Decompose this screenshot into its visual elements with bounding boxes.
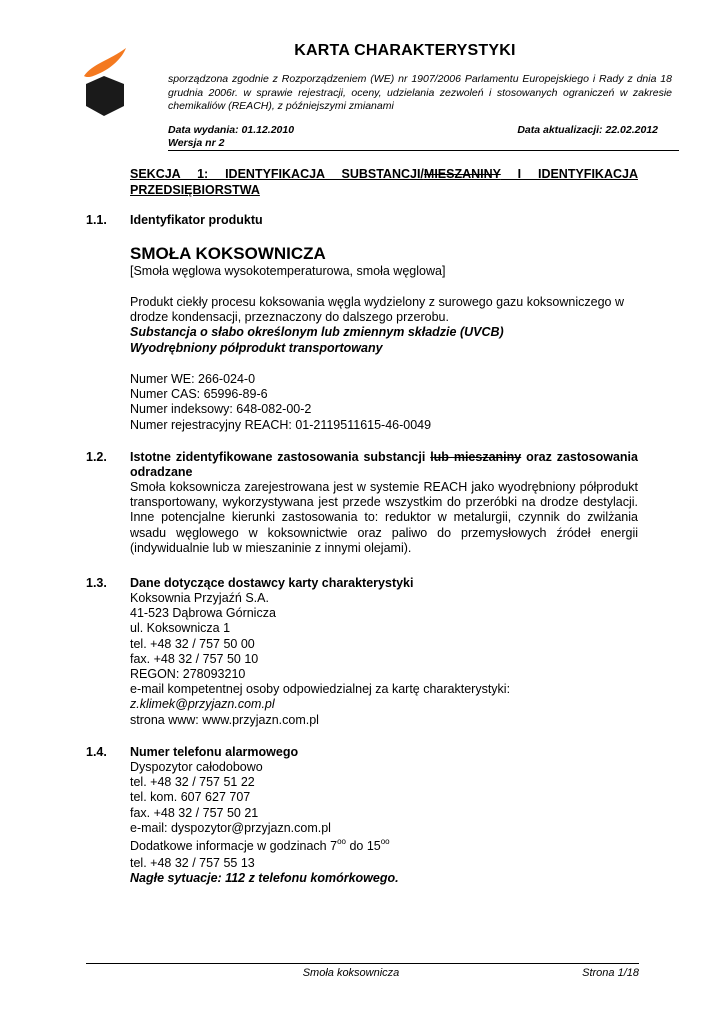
emergency-note: Nagłe sytuacje: 112 z telefonu komórkowego. xyxy=(130,871,399,886)
product-synonyms: [Smoła węglowa wysokotemperaturowa, smoła węglowa] xyxy=(130,264,446,278)
extra-info-hours: Dodatkowe informacje w godzinach $7^{oo}$ do $15^{oo}$ xyxy=(130,837,390,854)
dispatcher-email[interactable]: e-mail: dyspozytor@przyjazn.com.pl xyxy=(130,820,331,835)
subsection-heading: Dane dotyczące dostawcy karty charakterystyki xyxy=(130,576,414,590)
product-identifiers: Numer WE: 266-024-0 Numer CAS: 65996-89-6 Numer indeksowy: 648-082-00-2 Numer rejestracyjny REACH: 01-2119511615-46-0049 xyxy=(130,372,432,432)
footer-page-number: Strona 1/18 xyxy=(582,967,639,979)
update-date: Data aktualizacji: 22.02.2012 xyxy=(517,124,658,136)
supplier-details: Koksownia Przyjaźń S.A. 41-523 Dąbrowa Górnicza ul. Koksownicza 1 tel. +48 32 / 757 50 00 fax. +48 32 / 757 50 10 REGON: 278093210 e-mail kompetentnej osoby odpowiedzialnej za kartę charakterystyki: z.klimek@przyjazn.com.pl strona www: www.przyjazn.com.pl xyxy=(130,591,638,728)
footer-product: Smoła koksownicza xyxy=(302,967,400,979)
footer-divider xyxy=(86,963,639,964)
regulation-subtitle: sporządzona zgodnie z Rozporządzeniem (WE) nr 1907/2006 Parlamentu Europejskiego i Rady z dnia 18 grudnia 2006r. w sprawie rejestracji, oceny, udzielania zezwoleń i stosowanych ograniczeń w zakresie chemikaliów (REACH), z późniejszymi zmianami xyxy=(168,73,672,112)
company-logo xyxy=(82,46,128,118)
subsection-number: 1.3. xyxy=(86,576,107,590)
subsection-number: 1.2. xyxy=(86,450,107,464)
header-divider xyxy=(168,150,679,151)
subsection-heading: Istotne zidentyfikowane zastosowania substancji lub mieszaniny oraz zastosowania odradzane xyxy=(130,450,638,480)
subsection-heading: Identyfikator produktu xyxy=(130,213,263,227)
subsection-number: 1.1. xyxy=(86,213,107,227)
issue-date: Data wydania: 01.12.2010 xyxy=(168,124,295,136)
subsection-heading: Numer telefonu alarmowego xyxy=(130,745,299,759)
document-title: KARTA CHARAKTERYSTYKI xyxy=(294,42,516,59)
document-meta xyxy=(168,124,658,150)
section-1-heading: SEKCJA 1: IDENTYFIKACJA SUBSTANCJI/MIESZANINY I IDENTYFIKACJA PRZEDSIĘBIORSTWA xyxy=(130,167,638,197)
emergency-contacts: Dyspozytor całodobowo tel. +48 32 / 757 51 22 tel. kom. 607 627 707 fax. +48 32 / 757 50 21 e-mail: dyspozytor@przyjazn.com.pl Dodatkowe informacje w godzinach $7^{oo}$ do $15^{oo}$ tel. +48 32 / 757 55 13 Nagłe sytuacje: 112 z telefonu komórkowego. xyxy=(130,760,638,887)
version: Wersja nr 2 xyxy=(168,137,225,149)
subsection-number: 1.4. xyxy=(86,745,107,759)
supplier-email[interactable]: z.klimek@przyjazn.com.pl xyxy=(130,697,275,712)
product-description: Produkt ciekły procesu koksowania węgla wydzielony z surowego gazu koksowniczego w drodze kondensacji, przeznaczony do dalszego przerobu. Substancja o słabo określonym lub zmiennym składzie (UVCB) Wyodrębniony półprodukt transportowany xyxy=(130,295,624,355)
uses-text: Smoła koksownicza zarejestrowana jest w systemie REACH jako wyodrębniony półprodukt transportowany, wykorzystywana jest przede wszystkim do przeróbki na drodze destylacji. Inne potencjalne kierunki zastosowania to: reduktor w metalurgii, czynnik do zwilżania wsadu węglowego w koksownictwie oraz paliwo do przemysłowych źródeł energii (indywidualnie lub w mieszaninie z innymi olejami). xyxy=(130,480,638,555)
product-name: SMOŁA KOKSOWNICZA xyxy=(130,244,326,263)
supplier-website[interactable]: strona www: www.przyjazn.com.pl xyxy=(130,712,319,727)
